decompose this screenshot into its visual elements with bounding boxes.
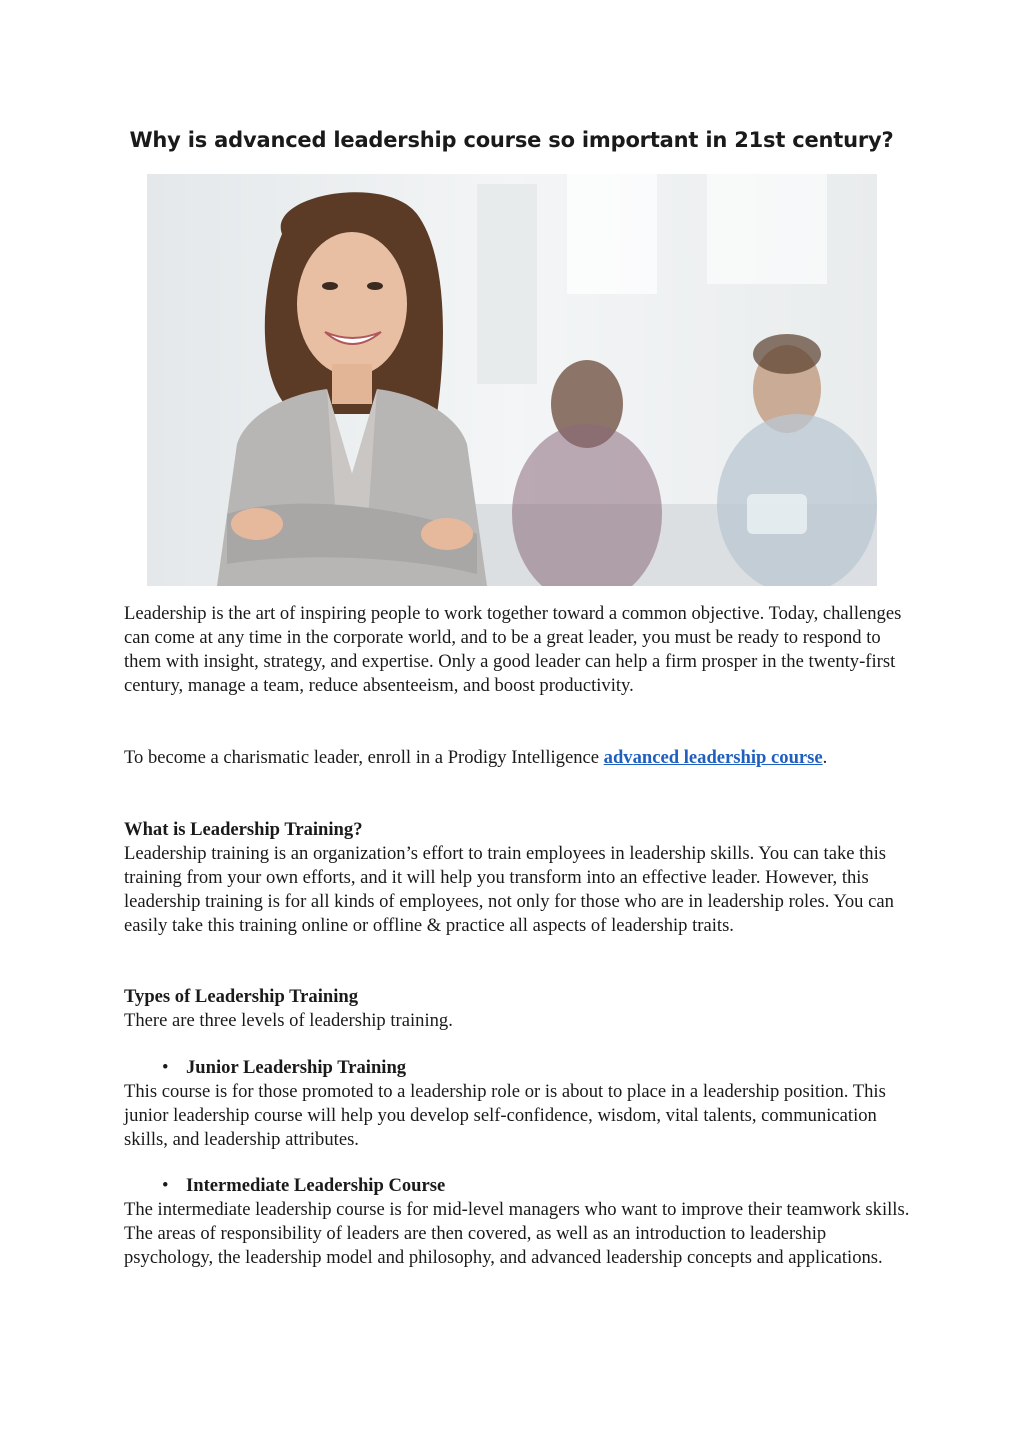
enroll-text: To become a charismatic leader, enroll in a Prodigy Intelligence <box>124 747 604 768</box>
intro-paragraph: Leadership is the art of inspiring people to work together toward a common objective. Today, challenges can come at any time in the corporate world, and to be a great leader, you must be ready to respond to them with insight, strategy, and expertise. Only a good leader can help a firm prosper in the twenty-first century, manage a team, reduce absenteeism, and boost productivity. <box>124 603 902 696</box>
enroll-paragraph <box>124 746 914 770</box>
list-item-description: The intermediate leadership course is for mid-level managers who want to improve their teamwork skills. The areas of responsibility of leaders are then covered, as well as an introduction to leadership psychology, the leadership model and philosophy, and advanced leadership concepts and applications. <box>124 1199 910 1268</box>
section-paragraph-types: There are three levels of leadership training. <box>124 1010 453 1031</box>
section-paragraph-what-is: Leadership training is an organization’s effort to train employees in leadership skills. You can take this training from your own efforts, and it will help you transform into an effective leader. However, this leadership training is for all kinds of employees, not only for those who are in leadership roles. You can easily take this training online or offline & practice all aspects of leadership traits. <box>124 843 894 936</box>
advanced-leadership-course-link[interactable]: advanced leadership course <box>603 747 823 768</box>
bullet-icon: • <box>162 1057 169 1078</box>
page-title: Why is advanced leadership course so important in 21st century? <box>129 128 894 152</box>
leadership-photo-image <box>147 174 877 586</box>
section-heading-types: Types of Leadership Training <box>124 986 359 1007</box>
enroll-text-end: . <box>822 747 828 768</box>
list-item-label: Junior Leadership Training <box>186 1057 407 1078</box>
list-item-label: Intermediate Leadership Course <box>186 1175 446 1196</box>
section-heading-what-is: What is Leadership Training? <box>124 819 363 840</box>
list-item-description: This course is for those promoted to a leadership role or is about to place in a leadership position. This junior leadership course will help you develop self-confidence, wisdom, vital talents, communication skills, and leadership attributes. <box>124 1081 886 1150</box>
bullet-icon: • <box>162 1175 169 1196</box>
